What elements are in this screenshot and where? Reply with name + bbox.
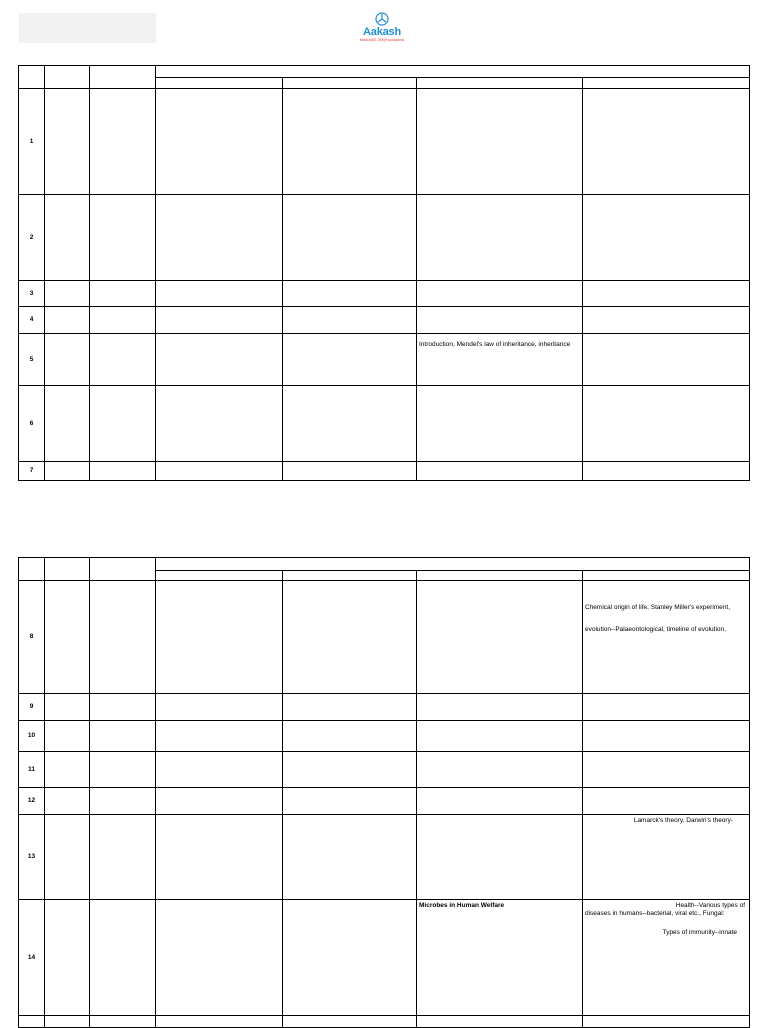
topic-cell bbox=[583, 900, 750, 1016]
topic-text: evolution--Palaeontological, timeline of evolution, bbox=[585, 626, 726, 633]
subheader-cell bbox=[156, 571, 283, 581]
table-row bbox=[19, 89, 750, 195]
topic-text: Microbes in Human Welfare bbox=[419, 902, 505, 909]
table-row bbox=[19, 694, 750, 721]
header-cell bbox=[19, 558, 45, 581]
table-header-row bbox=[19, 66, 750, 78]
topic-cell bbox=[417, 900, 583, 1016]
subheader-cell bbox=[583, 571, 750, 581]
logo-brand: Aakash bbox=[363, 26, 401, 38]
header-gray-box bbox=[19, 13, 156, 43]
subheader-cell bbox=[583, 78, 750, 89]
row-number: 7 bbox=[19, 462, 45, 481]
table-row bbox=[19, 752, 750, 788]
row-number: 6 bbox=[19, 386, 45, 462]
subheader-cell bbox=[283, 78, 417, 89]
subheader-cell bbox=[156, 78, 283, 89]
topic-text: Chemical origin of life, Stanley Miller's experiment, bbox=[585, 604, 731, 611]
row-number: 14 bbox=[19, 900, 45, 1016]
subheader-cell bbox=[417, 78, 583, 89]
topic-text: Lamarck's theory, Darwin's theory- bbox=[633, 817, 733, 824]
logo-tagline: Medical|IIT-JEE|Foundations bbox=[359, 38, 405, 42]
topic-cell bbox=[417, 334, 583, 386]
table-row bbox=[19, 281, 750, 307]
header-cell bbox=[90, 66, 156, 89]
table-row bbox=[19, 386, 750, 462]
header-cell bbox=[19, 66, 45, 89]
topic-text: diseases in humans--bacterial, viral etc., Fungal: bbox=[585, 910, 725, 917]
row-number: 12 bbox=[19, 788, 45, 815]
header-cell bbox=[156, 558, 750, 571]
row-number: 2 bbox=[19, 195, 45, 281]
row-number: 10 bbox=[19, 721, 45, 752]
row-number: 9 bbox=[19, 694, 45, 721]
table-row bbox=[19, 721, 750, 752]
table-row bbox=[19, 195, 750, 281]
subheader-cell bbox=[283, 571, 417, 581]
row-number: 4 bbox=[19, 307, 45, 334]
row-number: 1 bbox=[19, 89, 45, 195]
header-cell bbox=[156, 66, 750, 78]
row-number: 5 bbox=[19, 334, 45, 386]
table-row bbox=[19, 462, 750, 481]
subheader-cell bbox=[417, 571, 583, 581]
topic-cell bbox=[583, 581, 750, 694]
header-cell bbox=[45, 558, 90, 581]
row-number: 3 bbox=[19, 281, 45, 307]
aakash-logo bbox=[356, 12, 408, 46]
schedule-table-1 bbox=[18, 65, 750, 481]
topic-text: Types of immunity--innate bbox=[662, 929, 737, 936]
table-row bbox=[19, 900, 750, 1016]
table-row bbox=[19, 307, 750, 334]
row-number: 11 bbox=[19, 752, 45, 788]
row-number: 8 bbox=[19, 581, 45, 694]
row-number: 13 bbox=[19, 815, 45, 900]
table-row bbox=[19, 815, 750, 900]
topic-cell bbox=[583, 815, 750, 900]
topic-text: Introduction, Mendel's law of inheritance, inheritance bbox=[419, 341, 571, 348]
table-row bbox=[19, 1016, 750, 1028]
header-cell bbox=[45, 66, 90, 89]
table-row bbox=[19, 334, 750, 386]
table-row bbox=[19, 581, 750, 694]
table-row bbox=[19, 788, 750, 815]
schedule-table-2 bbox=[18, 557, 750, 1028]
topic-text: Health--Various types of bbox=[675, 902, 745, 909]
table-header-row bbox=[19, 558, 750, 571]
logo-emblem-icon bbox=[375, 12, 389, 26]
header-cell bbox=[90, 558, 156, 581]
